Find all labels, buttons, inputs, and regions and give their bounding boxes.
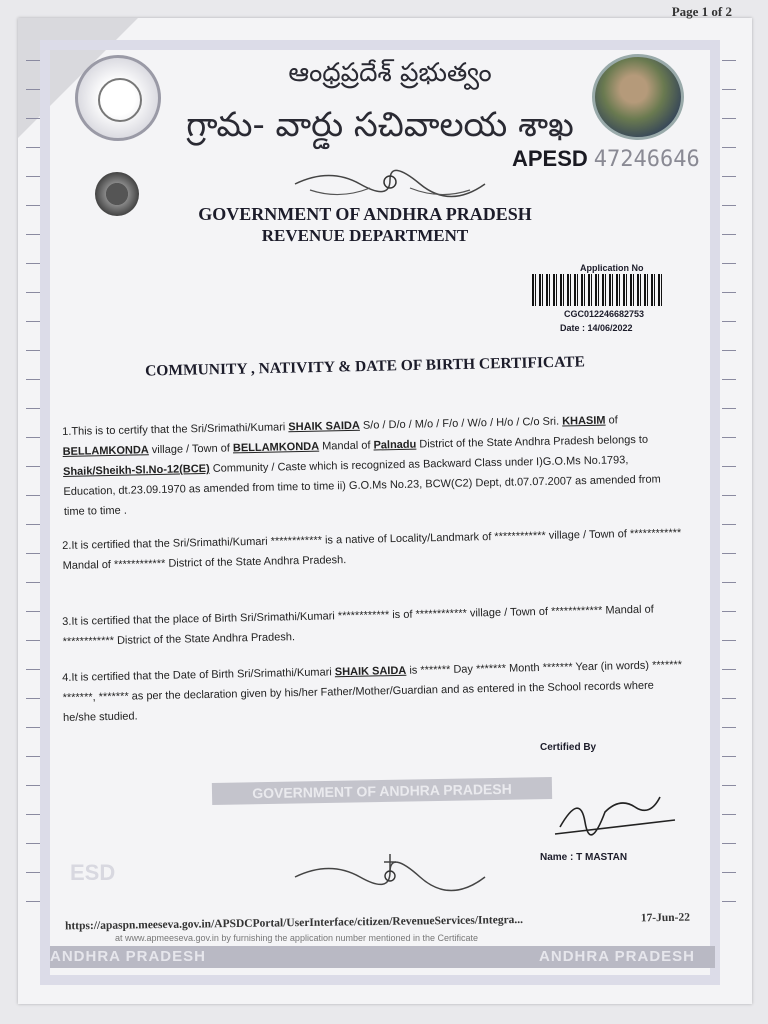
p1-town: BELLAMKONDA [232,440,320,455]
page-number: Page 1 of 2 [671,4,732,19]
paragraph-3: 3.It is certified that the place of Birth Sri/Srimathi/Kumari ************ is of ************ village / Town of ************ Mandal of ************ District of the State Andhra Pradesh. [62,603,654,648]
p4-text: 4.It is certified that the Date of Birth Sri/Srimathi/Kumari [62,666,335,684]
government-title: GOVERNMENT OF ANDHRA PRADESH [198,204,532,224]
footer-url: https://apaspn.meeseva.gov.in/APSDCPortal/UserInterface/citizen/RevenueServices/Integra... [64,913,524,933]
government-banner: GOVERNMENT OF ANDHRA PRADESH [212,777,552,805]
p1-caste: Shaik/Sheikh-Sl.No-12(BCE) [62,462,210,478]
apesd-number: 47246646 [593,147,700,172]
strip-right-text: ANDHRA PRADESH [539,948,695,965]
signature-icon [550,782,680,842]
p4-text: is ******* Day ******* Month ******* Year (in words) ******* *******, ******* as per the declaration given by his/her Father/Mother/Guardian and as entered in the School records where he/she studied. [62,659,683,724]
p1-text: of [605,414,618,427]
application-date: Date : 14/06/2022 [560,323,633,333]
signatory-name: Name : T MASTAN [540,852,628,863]
p1-father: KHASIM [562,414,606,428]
ornament-top-icon [290,162,490,202]
strip-left-text: ANDHRA PRADESH [50,948,206,965]
footer-date: 17-Jun-22 [640,911,691,925]
p4-name: SHAIK SAIDA [334,664,407,679]
p1-text: Community / Caste which is recognized as Backward Class under I)G.O.Ms No.1793, Education, dt.23.09.1970 as amended from time to time ii) G.O.Ms No.23, BCW(C2) Dept, dt.07.07.2007 as amended from time to time . [63,454,661,518]
paragraph-2: 2.It is certified that the Sri/Srimathi/Kumari ************ is a native of Locality/Landmark of ************ village / Town of ************ Mandal of ************ District of the State Andhra Pradesh. [62,527,682,572]
state-emblem-icon [75,55,161,141]
p1-text: District of the State Andhra Pradesh belongs to [416,433,649,451]
p1-text: Mandal of [318,439,374,453]
p1-village: BELLAMKONDA [62,444,149,458]
ornament-bottom-icon [290,852,490,892]
telugu-header-line1: ఆంధ్రప్రదేశ్ ప్రభుత్వం [288,58,492,88]
application-number: CGC012246682753 [564,309,645,319]
official-photo-seal [592,54,684,140]
barcode-icon [532,274,662,306]
application-label: Application No [580,263,644,273]
paragraph-1 [62,409,684,522]
p1-district: Palnadu [373,438,417,452]
apesd-label: APESD [512,146,588,171]
p1-name: SHAIK SAIDA [288,419,360,434]
p1-text: 1.This is to certify that the Sri/Srimathi/Kumari [62,421,289,438]
watermark-text: ESD [70,860,116,885]
left-border-ticks [26,60,42,960]
p1-text: village / Town of [148,442,234,457]
certificate-title: COMMUNITY , NATIVITY & DATE OF BIRTH CERTIFICATE [144,353,586,380]
p1-text: S/o / D/o / M/o / F/o / W/o / H/o / C/o Sri. [359,415,563,432]
telugu-header-line2: గ్రామ- వార్డు సచివాలయ శాఖ [186,105,574,145]
footer-note: at www.apmeeseva.gov.in by furnishing the application number mentioned in the Certificate [115,933,479,943]
department-logo-icon [95,172,139,216]
certified-by-label: Certified By [540,742,597,753]
apesd-id [512,146,700,172]
footer-strip [50,946,715,968]
right-border-ticks [722,60,738,960]
department-title: REVENUE DEPARTMENT [261,226,469,245]
